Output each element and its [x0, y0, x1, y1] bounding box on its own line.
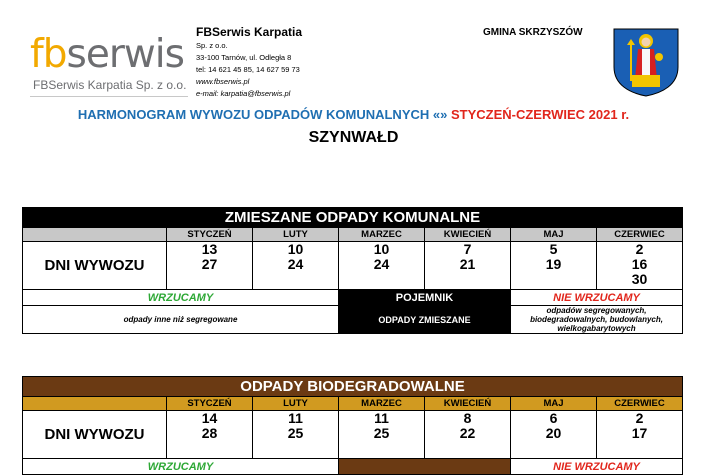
month-header: MAJ	[511, 228, 597, 242]
pickup-days-cell	[597, 411, 683, 459]
legend-wrzucamy: WRZUCAMY	[23, 290, 339, 306]
pickup-day: 19	[545, 256, 562, 272]
month-header: MAJ	[511, 397, 597, 411]
desc-pojemnik: ODPADY ZMIESZANE	[339, 306, 511, 334]
place-name: SZYNWAŁD	[308, 129, 399, 146]
pickup-day: 20	[545, 425, 562, 441]
pickup-days-cell	[425, 242, 511, 290]
month-header: KWIECIEŃ	[425, 228, 511, 242]
pickup-day: 24	[373, 256, 390, 272]
company-name: FBSerwis Karpatia	[196, 25, 303, 39]
pickup-day: 27	[201, 256, 218, 272]
company-address: 33-100 Tarnów, ul. Odległa 8	[196, 53, 292, 62]
document-title	[0, 107, 707, 122]
pickup-days-cell	[253, 242, 339, 290]
legend-pojemnik: POJEMNIK	[339, 290, 511, 306]
title-separator: «»	[429, 107, 451, 122]
title-main: HARMONOGRAM WYWOZU ODPADÓW KOMUNALNYCH	[77, 107, 430, 122]
pickup-day: 2	[635, 241, 644, 257]
pickup-day: 17	[631, 425, 648, 441]
pickup-day: 28	[201, 425, 218, 441]
pickup-days-cell	[511, 411, 597, 459]
month-header: MARZEC	[339, 228, 425, 242]
company-legal-form: Sp. z o.o.	[196, 41, 228, 50]
pickup-day: 21	[459, 256, 476, 272]
legend-pojemnik-bio	[339, 459, 511, 475]
pickup-day: 8	[463, 410, 472, 426]
month-header: LUTY	[253, 397, 339, 411]
company-logo	[30, 32, 184, 77]
gmina-name: GMINA SKRZYSZÓW	[483, 27, 583, 38]
pickup-day: 6	[549, 410, 558, 426]
desc-wrzucamy: odpady inne niż segregowane	[23, 306, 339, 334]
company-info	[196, 26, 302, 100]
month-header: CZERWIEC	[597, 397, 683, 411]
pickup-day: 10	[373, 241, 390, 257]
pickup-day: 2	[635, 410, 644, 426]
logo-divider	[30, 96, 188, 97]
month-header: STYCZEŃ	[167, 228, 253, 242]
pickup-day: 14	[201, 410, 218, 426]
month-header: MARZEC	[339, 397, 425, 411]
pickup-day: 25	[287, 425, 304, 441]
pickup-day: 10	[287, 241, 304, 257]
pickup-day: 11	[288, 410, 303, 426]
company-email[interactable]: e-mail: karpatia@fbserwis.pl	[196, 89, 291, 98]
pickup-day: 24	[287, 256, 304, 272]
legend-nie-wrzucamy: NIE WRZUCAMY	[511, 290, 683, 306]
month-header-empty	[23, 397, 167, 411]
company-website[interactable]: www.fbserwis.pl	[196, 77, 250, 86]
logo-serwis: serwis	[66, 32, 184, 77]
pickup-days-cell	[167, 242, 253, 290]
legend-nie-wrzucamy: NIE WRZUCAMY	[511, 459, 683, 475]
pickup-day: 7	[463, 241, 472, 257]
pickup-day: 16	[631, 256, 648, 272]
table-title: ODPADY BIODEGRADOWALNE	[23, 377, 683, 397]
title-period: STYCZEŃ-CZERWIEC 2021 r.	[450, 107, 630, 122]
legend-wrzucamy: WRZUCAMY	[23, 459, 339, 475]
row-label-pickup-days: DNI WYWOZU	[23, 411, 167, 459]
pickup-day: 5	[549, 241, 558, 257]
pickup-days-cell	[339, 242, 425, 290]
pickup-day: 25	[373, 425, 390, 441]
pickup-day: 13	[201, 241, 218, 257]
pickup-days-cell	[597, 242, 683, 290]
month-header: KWIECIEŃ	[425, 397, 511, 411]
desc-nie-wrzucamy: odpadów segregowanych, biodegradowalnych, budowlanych, wielkogabarytowych	[511, 306, 683, 334]
pickup-days-cell	[511, 242, 597, 290]
pickup-day: 22	[459, 425, 476, 441]
pickup-day: 30	[631, 271, 648, 287]
pickup-days-cell	[339, 411, 425, 459]
pickup-days-cell	[425, 411, 511, 459]
logo-fb: fb	[30, 32, 67, 77]
pickup-day: 11	[374, 410, 389, 426]
month-header-empty	[23, 228, 167, 242]
month-header: CZERWIEC	[597, 228, 683, 242]
schedule-table-bio	[22, 376, 683, 475]
table-title: ZMIESZANE ODPADY KOMUNALNE	[23, 208, 683, 228]
month-header: LUTY	[253, 228, 339, 242]
month-header: STYCZEŃ	[167, 397, 253, 411]
coat-of-arms-icon	[612, 27, 680, 97]
logo-subtitle: FBSerwis Karpatia Sp. z o.o.	[33, 78, 187, 92]
schedule-table-mixed	[22, 207, 683, 334]
row-label-pickup-days: DNI WYWOZU	[23, 242, 167, 290]
pickup-days-cell	[253, 411, 339, 459]
pickup-days-cell	[167, 411, 253, 459]
company-phone: tel: 14 621 45 85, 14 627 59 73	[196, 65, 300, 74]
